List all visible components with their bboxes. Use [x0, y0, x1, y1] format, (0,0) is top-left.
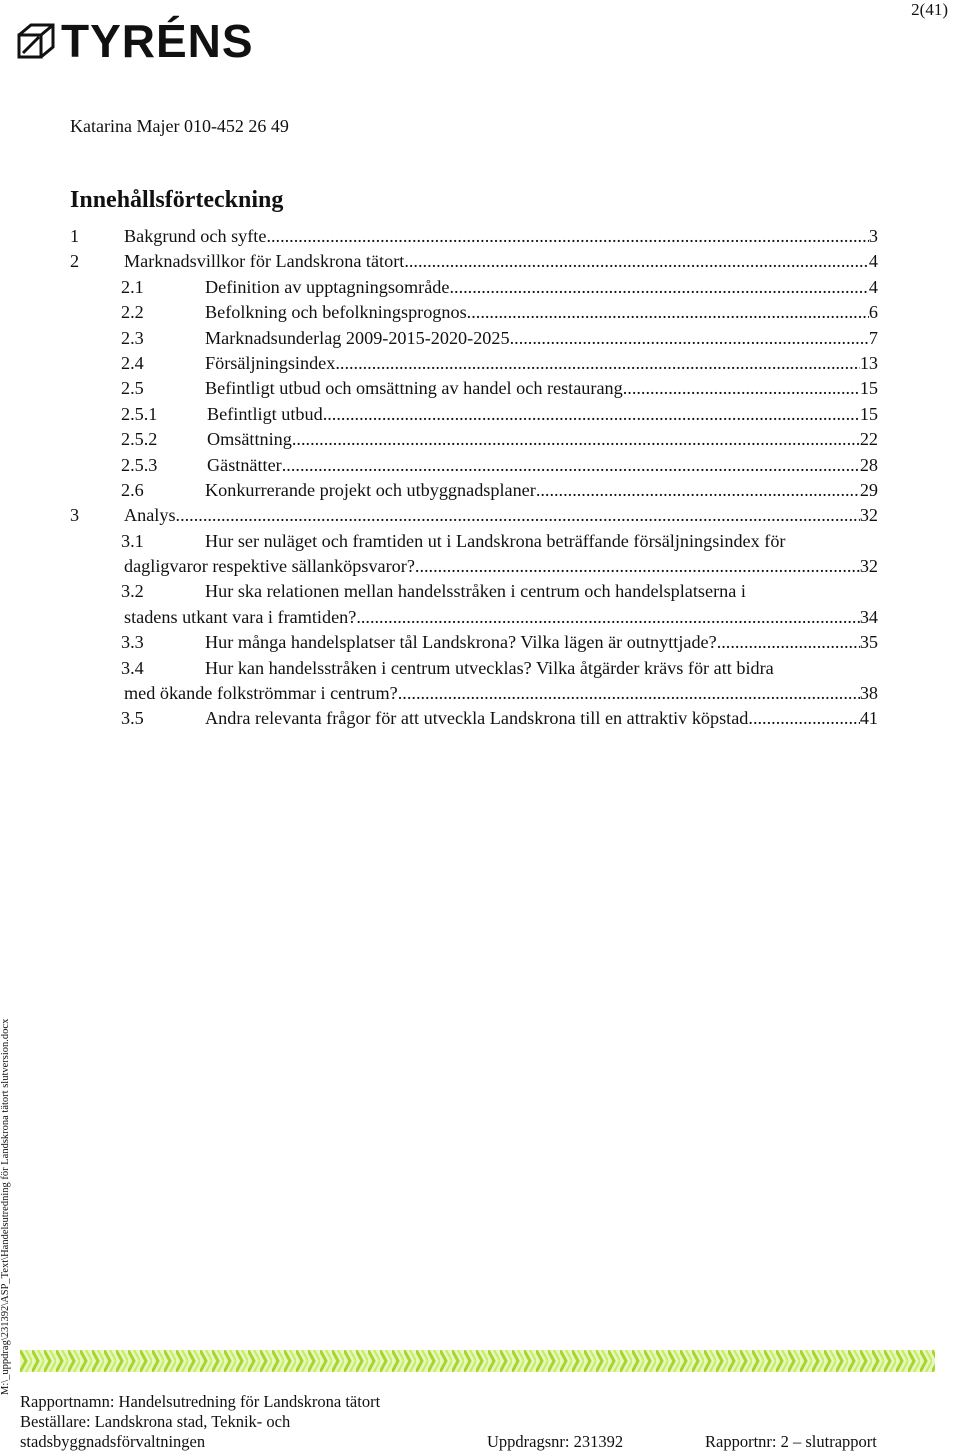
toc-entry-title: Bakgrund och syfte: [124, 226, 267, 246]
dot-leader: [415, 554, 860, 578]
file-path: M:\_uppdrag\231392\ASP_Text\Handelsutredning för Landskrona tätort slutversion.docx: [0, 1018, 11, 1395]
toc-entry[interactable]: [70, 630, 878, 655]
dot-leader: [536, 478, 860, 502]
dot-leader: [176, 503, 860, 527]
toc-entry-page: 4: [868, 276, 878, 297]
toc-entry[interactable]: [70, 579, 878, 604]
toc-entry[interactable]: [70, 275, 878, 300]
table-of-contents: [70, 224, 878, 732]
toc-entry[interactable]: [70, 224, 878, 249]
toc-entry-page: 7: [868, 327, 878, 348]
toc-entry-title: Analys: [124, 505, 176, 526]
toc-entry-number: 2.6: [121, 479, 144, 500]
toc-entry-page: 35: [859, 632, 878, 653]
toc-entry-number: 3.4: [121, 657, 144, 678]
toc-entry-number: 1: [70, 226, 80, 246]
toc-entry-title: Hur kan handelsstråken i centrum utvecklas? Vilka åtgärder krävs för att bidra: [205, 657, 774, 678]
dot-leader: [471, 300, 869, 324]
toc-entry[interactable]: [70, 376, 878, 401]
toc-entry-title: Hur ska relationen mellan handelsstråken i centrum och handelsplatserna i: [205, 581, 746, 602]
toc-entry-page: 4: [868, 251, 878, 272]
toc-entry[interactable]: [70, 326, 878, 351]
toc-entry-title: Marknadsunderlag 2009-2015-2020-2025.: [205, 327, 515, 348]
toc-entry-page: 6: [868, 302, 878, 323]
toc-entry-page: 29: [859, 479, 878, 500]
dot-leader: [623, 376, 860, 400]
toc-entry-number: 2.4: [121, 352, 144, 373]
toc-entry-number: 3.1: [121, 530, 144, 551]
toc-entry-title: Befintligt utbud och omsättning av handel och restaurang: [205, 378, 623, 399]
toc-entry-title: Definition av upptagningsområde: [205, 276, 450, 297]
author-line: Katarina Majer 010-452 26 49: [70, 116, 289, 136]
toc-entry-number: 3.5: [121, 708, 144, 729]
toc-heading: Innehållsförteckning: [70, 187, 284, 213]
toc-entry-title: Andra relevanta frågor för att utveckla Landskrona till en attraktiv köpstad.: [205, 708, 753, 729]
dot-leader: [404, 249, 869, 273]
toc-entry-number: 3.2: [121, 581, 144, 602]
toc-entry[interactable]: [70, 656, 878, 681]
toc-entry-title: Gästnätter: [207, 454, 282, 475]
dot-leader: [282, 453, 860, 477]
toc-entry-page: 15: [859, 378, 878, 399]
toc-entry-page: 22: [859, 429, 878, 450]
company-logo: [17, 15, 254, 67]
toc-entry-title: Befintligt utbud: [207, 403, 323, 424]
toc-entry-number: 2.2: [121, 302, 144, 323]
page-number: 2(41): [911, 0, 948, 19]
toc-entry-page: 41: [859, 708, 878, 729]
toc-entry-number: 3.3: [121, 632, 144, 653]
dot-leader: [449, 275, 868, 299]
toc-entry-number: 2.5.3: [121, 454, 158, 475]
footer-band: [20, 1350, 935, 1372]
toc-entry-page: 15: [859, 403, 878, 424]
toc-entry-number: 2.1: [121, 276, 144, 297]
dot-leader: [356, 605, 860, 629]
toc-entry-page: 13: [859, 352, 878, 373]
toc-entry[interactable]: [70, 351, 878, 376]
toc-entry-page: 3: [868, 226, 878, 246]
footer-report-name: Rapportnamn: Handelsutredning för Landskrona tätort: [20, 1392, 381, 1411]
toc-entry-page: 32: [859, 505, 878, 526]
dot-leader: [335, 351, 859, 375]
dot-leader: [266, 224, 868, 248]
dot-leader: [292, 427, 860, 451]
brand-name: TYRÉNS: [61, 15, 254, 67]
dot-leader: [323, 402, 860, 426]
footer-client-cont: stadsbyggnadsförvaltningen: [20, 1432, 206, 1451]
toc-entry-continuation[interactable]: [70, 681, 878, 706]
dot-leader: [753, 706, 860, 730]
toc-entry-number: 2.5.1: [121, 403, 158, 424]
toc-entry-number: 2.5.2: [121, 429, 158, 450]
toc-entry[interactable]: [70, 300, 878, 325]
footer-client: Beställare: Landskrona stad, Teknik- och: [20, 1412, 291, 1431]
footer-assignment-number: Uppdragsnr: 231392: [487, 1432, 624, 1451]
toc-entry-number: 3: [70, 505, 80, 526]
toc-entry-title: Hur många handelsplatser tål Landskrona? Vilka lägen är outnyttjade?: [205, 632, 717, 653]
dot-leader: [514, 326, 869, 350]
toc-entry[interactable]: [70, 453, 878, 478]
toc-entry[interactable]: [70, 402, 878, 427]
toc-entry[interactable]: [70, 249, 878, 274]
toc-entry-number: 2.5: [121, 378, 144, 399]
toc-entry-page: 32: [859, 556, 878, 577]
toc-entry-continuation[interactable]: [70, 554, 878, 579]
toc-entry-title-cont: stadens utkant vara i framtiden?: [124, 606, 357, 627]
toc-entry-page: 28: [859, 454, 878, 475]
toc-entry-title-cont: med ökande folkströmmar i centrum?: [124, 683, 398, 704]
toc-entry-title: Omsättning: [207, 429, 292, 450]
toc-entry[interactable]: [70, 478, 878, 503]
toc-entry-title: Försäljningsindex: [205, 352, 336, 373]
toc-entry[interactable]: [70, 529, 878, 554]
dot-leader: [717, 630, 860, 654]
toc-entry[interactable]: [70, 706, 878, 731]
toc-entry[interactable]: [70, 427, 878, 452]
toc-entry-number: 2: [70, 251, 80, 272]
footer-report-number: Rapportnr: 2 – slutrapport: [705, 1432, 877, 1451]
toc-entry[interactable]: [70, 503, 878, 528]
toc-entry-title: Konkurrerande projekt och utbyggnadsplaner: [205, 479, 536, 500]
toc-entry-title-cont: dagligvaror respektive sällanköpsvaror?: [124, 556, 415, 577]
cube-logo-icon: [17, 23, 55, 59]
dot-leader: [398, 681, 860, 705]
toc-entry-continuation[interactable]: [70, 605, 878, 630]
toc-entry-page: 38: [859, 683, 878, 704]
toc-entry-number: 2.3: [121, 327, 144, 348]
toc-entry-title: Befolkning och befolkningsprognos.: [205, 302, 472, 323]
toc-entry-page: 34: [859, 606, 878, 627]
toc-entry-title: Hur ser nuläget och framtiden ut i Landskrona beträffande försäljningsindex för: [205, 530, 786, 551]
toc-entry-title: Marknadsvillkor för Landskrona tätort: [124, 251, 405, 272]
